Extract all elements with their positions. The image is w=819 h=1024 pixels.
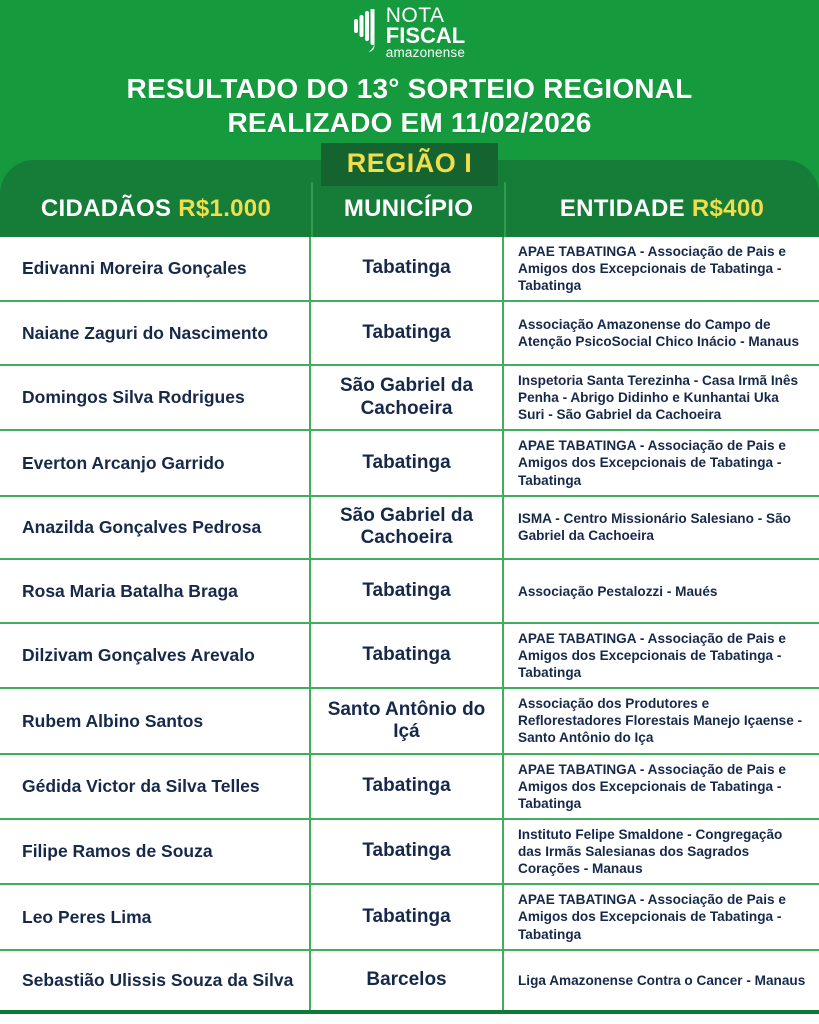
cell-entidade: APAE TABATINGA - Associação de Pais e Amigos dos Excepcionais de Tabatinga - Tabatinga [518, 438, 786, 488]
column-header-municipio-label: MUNICÍPIO [343, 195, 474, 222]
cell-cidadao: Domingos Silva Rodrigues [0, 366, 311, 429]
cell-entidade: ISMA - Centro Missionário Salesiano - São Gabriel da Cachoeira [518, 511, 791, 544]
cell-entidade: APAE TABATINGA - Associação de Pais e Amigos dos Excepcionais de Tabatinga - Tabatinga [518, 244, 786, 294]
cell-cidadao: Sebastião Ulissis Souza da Silva [0, 951, 311, 1011]
table-column-headers [0, 186, 819, 232]
table-row [0, 497, 819, 561]
cell-municipio: Tabatinga [311, 237, 504, 300]
cell-municipio: Tabatinga [311, 755, 504, 818]
cell-cidadao: Dilzivam Gonçalves Arevalo [0, 624, 311, 687]
page-title-line-1: RESULTADO DO 13° SORTEIO REGIONAL [126, 73, 693, 104]
results-table [0, 237, 819, 1014]
column-header-entidade-label: ENTIDADE [559, 195, 685, 222]
cell-municipio: Tabatinga [311, 560, 504, 622]
cell-entidade: Associação Pestalozzi - Maués [518, 583, 718, 599]
cell-municipio: Tabatinga [311, 885, 504, 948]
column-header-entidade-amount: R$400 [691, 195, 765, 222]
cell-cidadao: Rubem Albino Santos [0, 689, 311, 752]
cell-cidadao: Leo Peres Lima [0, 885, 311, 948]
cell-entidade: Associação Amazonense do Campo de Atenção PsicoSocial Chico Inácio - Manaus [518, 317, 800, 350]
logo-text-amazonense: amazonense [385, 44, 466, 60]
cell-municipio: Tabatinga [311, 820, 504, 883]
logo-text-fiscal: FISCAL [385, 22, 466, 48]
cell-municipio: São Gabriel da Cachoeira [311, 366, 504, 429]
region-badge-container [0, 143, 819, 186]
table-row [0, 689, 819, 754]
cell-cidadao: Edivanni Moreira Gonçales [0, 237, 311, 300]
table-row [0, 755, 819, 820]
column-header-cidadaos-label: CIDADÃOS [40, 195, 172, 222]
column-header-cidadaos-amount: R$1.000 [178, 195, 272, 222]
cell-entidade: APAE TABATINGA - Associação de Pais e Amigos dos Excepcionais de Tabatinga - Tabatinga [518, 761, 786, 811]
cell-entidade: Associação dos Produtores e Reflorestadores Florestais Manejo Içaense - Santo Antônio do Iça [518, 696, 803, 746]
cell-municipio: Tabatinga [311, 302, 504, 364]
logo-text-nota: NOTA [385, 4, 445, 27]
brand-logo [0, 6, 819, 60]
cell-entidade: APAE TABATINGA - Associação de Pais e Amigos dos Excepcionais de Tabatinga - Tabatinga [518, 630, 786, 681]
header-divider-1 [311, 182, 313, 237]
cell-municipio: São Gabriel da Cachoeira [311, 497, 504, 559]
column-header-municipio [312, 195, 505, 223]
table-row [0, 560, 819, 624]
cell-cidadao: Filipe Ramos de Souza [0, 820, 311, 883]
cell-entidade: Liga Amazonense Contra o Cancer - Manaus [518, 972, 806, 988]
cell-municipio: Tabatinga [311, 624, 504, 687]
table-row [0, 820, 819, 885]
table-row [0, 951, 819, 1015]
column-header-cidadaos [0, 195, 312, 223]
table-row [0, 624, 819, 689]
cell-entidade: APAE TABATINGA - Associação de Pais e Amigos dos Excepcionais de Tabatinga - Tabatinga [518, 892, 786, 942]
table-row [0, 885, 819, 950]
header-divider-2 [504, 182, 506, 237]
table-row [0, 366, 819, 431]
column-header-entidade [505, 195, 819, 223]
page-title [0, 72, 819, 140]
cell-cidadao: Anazilda Gonçalves Pedrosa [0, 497, 311, 559]
table-row [0, 237, 819, 302]
cell-municipio: Barcelos [311, 951, 504, 1011]
cell-entidade: Instituto Felipe Smaldone - Congregação das Irmãs Salesianas dos Sagrados Corações - Manaus [518, 826, 783, 877]
cell-municipio: Santo Antônio do Içá [311, 689, 504, 752]
table-row [0, 302, 819, 366]
poster-header [0, 0, 819, 237]
cell-cidadao: Everton Arcanjo Garrido [0, 431, 311, 494]
table-row [0, 431, 819, 496]
cell-cidadao: Naiane Zaguri do Nascimento [0, 302, 311, 364]
page-title-line-2: REALIZADO EM 11/02/2026 [227, 107, 592, 139]
cell-cidadao: Rosa Maria Batalha Braga [0, 560, 311, 622]
region-badge: REGIÃO I [321, 143, 499, 186]
cell-entidade: Inspetoria Santa Terezinha - Casa Irmã Inês Penha - Abrigo Didinho e Kunhantai Uka Suri - São Gabriel da Cachoeira [518, 372, 799, 423]
cell-municipio: Tabatinga [311, 431, 504, 494]
nota-fiscal-bars-logo-icon [354, 9, 382, 58]
cell-cidadao: Gédida Victor da Silva Telles [0, 755, 311, 818]
